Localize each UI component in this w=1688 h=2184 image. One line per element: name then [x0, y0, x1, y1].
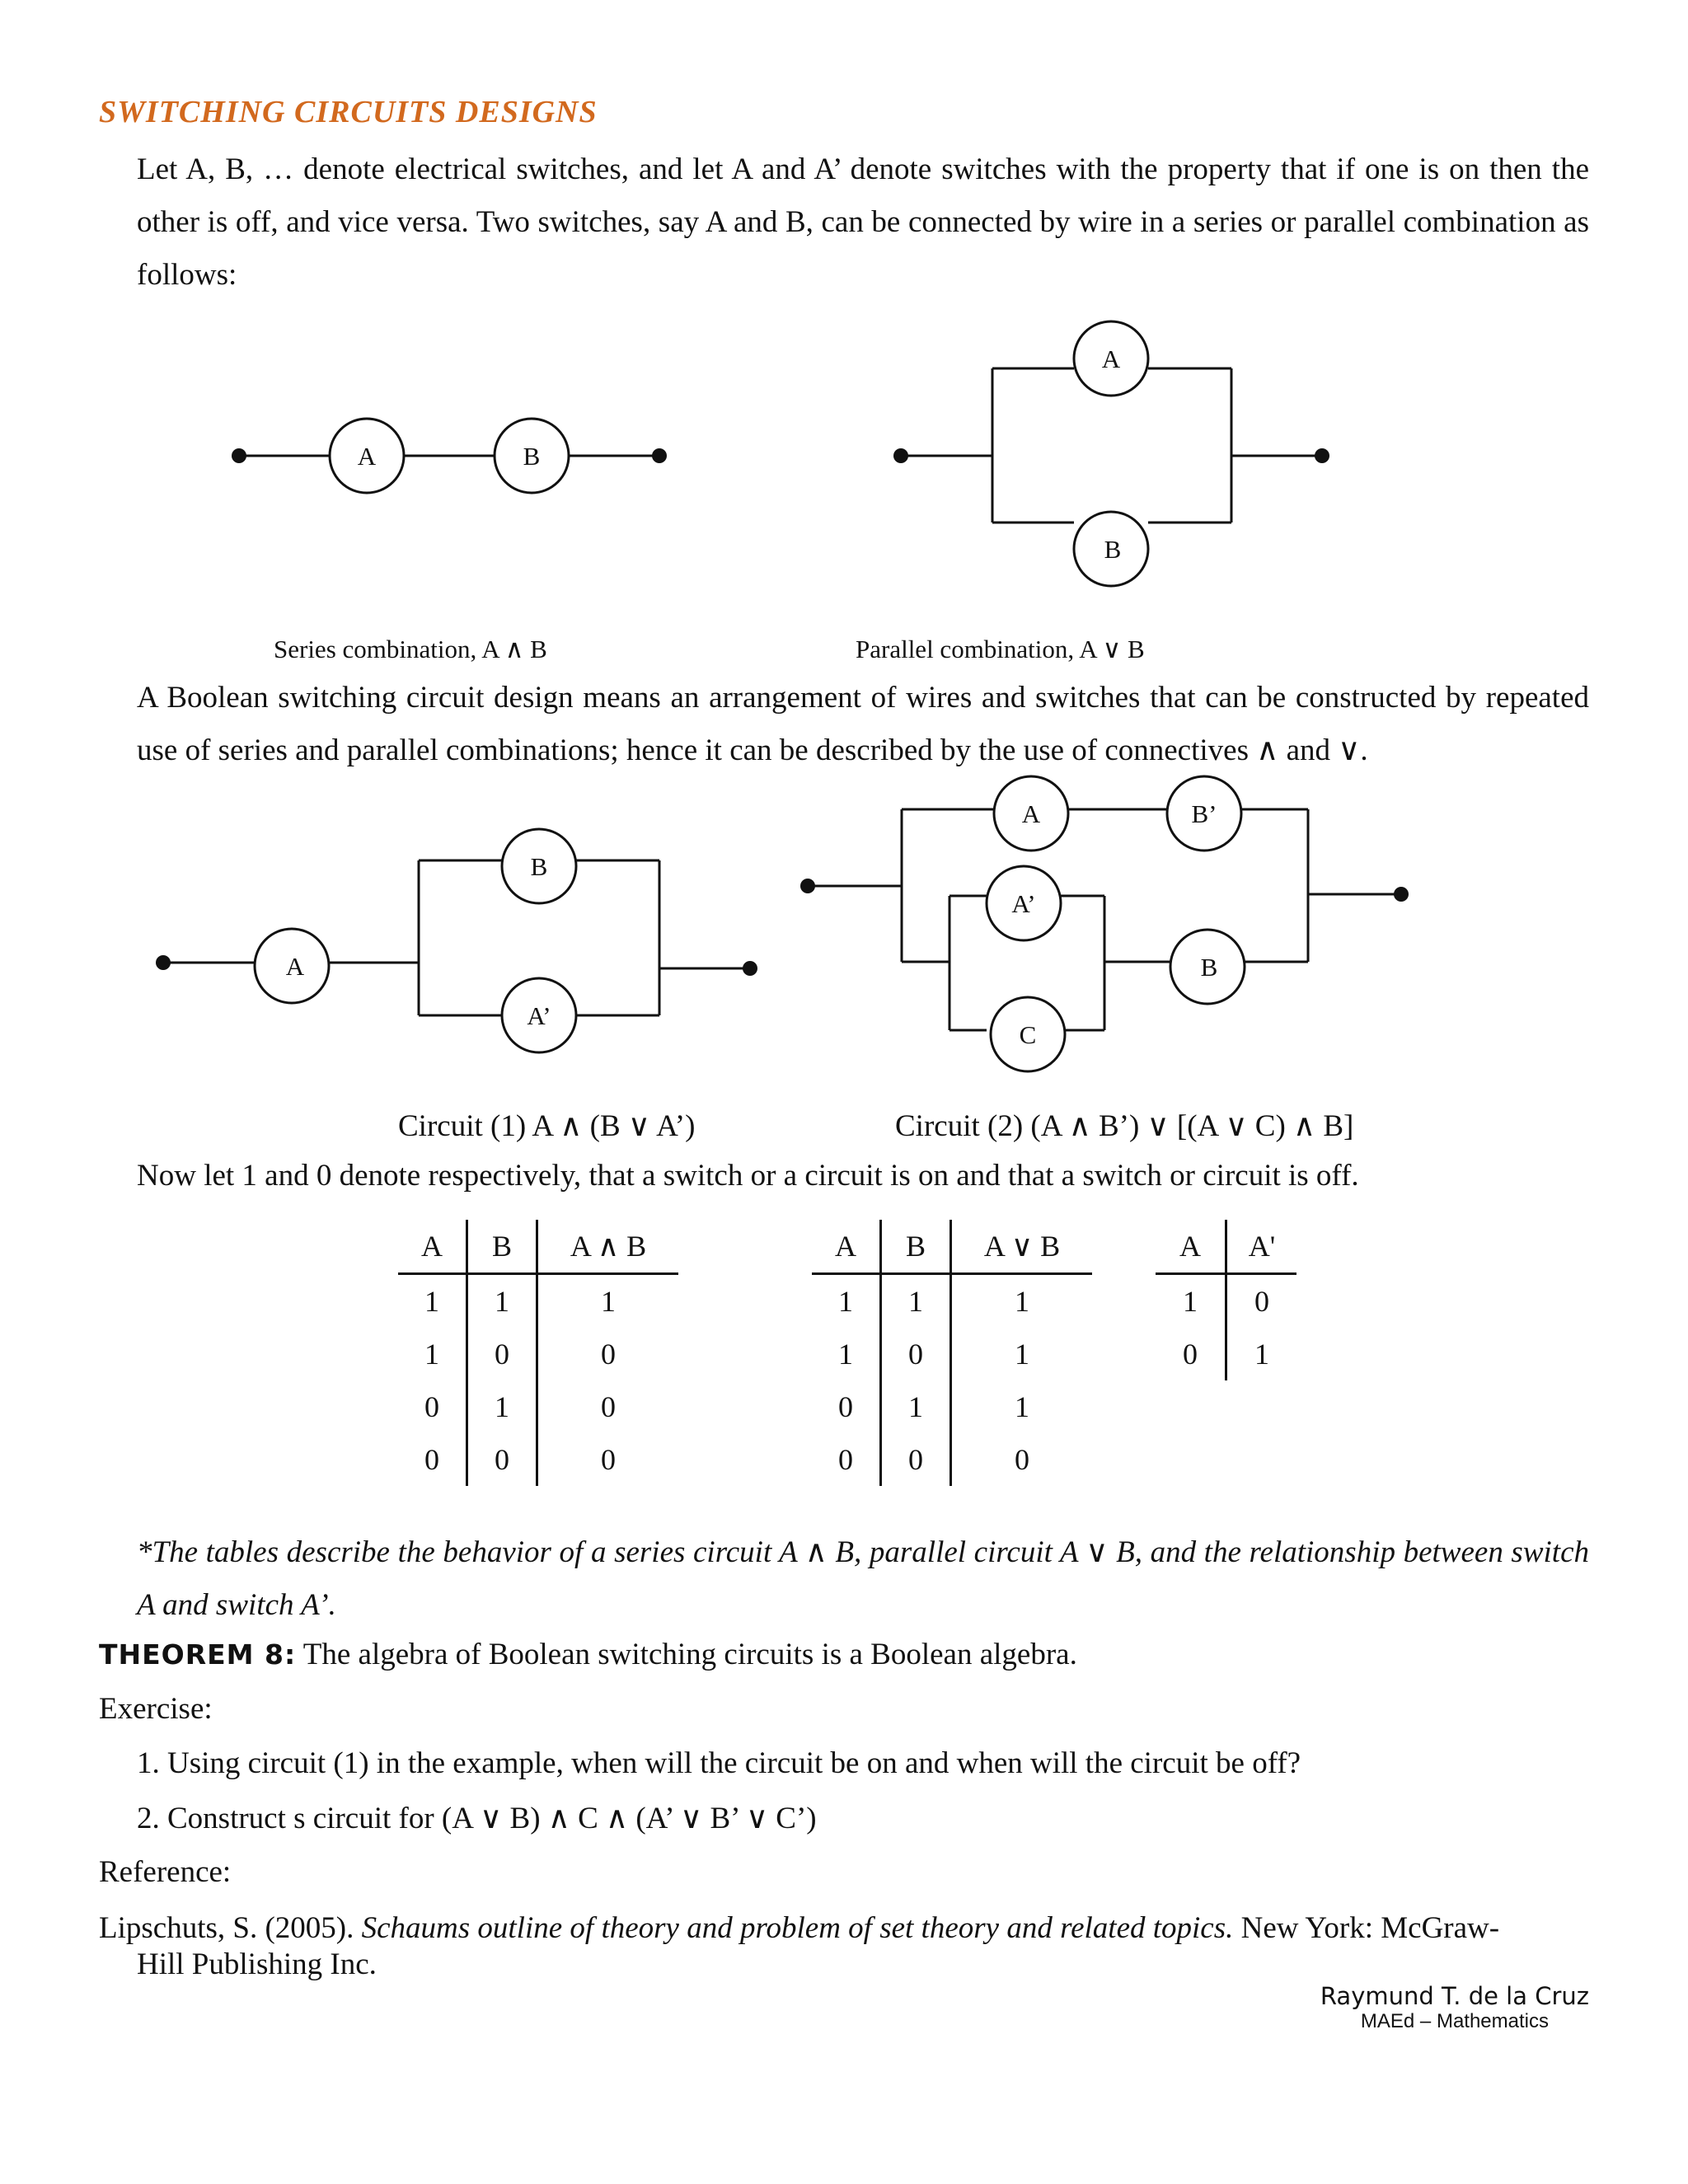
reference-publisher-cont: Hill Publishing Inc.: [137, 1947, 377, 1981]
table-cell: 1: [1254, 1338, 1269, 1371]
author-degree: MAEd – Mathematics: [1360, 2010, 1549, 2032]
series-caption: Series combination, A ∧ B: [274, 635, 547, 663]
table-cell: 1: [812, 1274, 881, 1329]
reference-publisher: New York: McGraw-: [1240, 1911, 1500, 1945]
now-let-text: Now let 1 and 0 denote respectively, that a switch or a circuit is on and that a switch or circuit is off.: [137, 1159, 1359, 1193]
terminal-dot: [743, 961, 757, 976]
circuit2-switch-b: B: [1200, 953, 1218, 982]
terminal-dot: [893, 448, 908, 463]
table-cell: 1: [467, 1274, 537, 1329]
reference-author: Lipschuts, S. (2005).: [99, 1911, 354, 1945]
table-header: A: [812, 1220, 881, 1274]
table-cell: 0: [1156, 1328, 1226, 1380]
table-header: A': [1226, 1220, 1297, 1274]
terminal-dot: [1315, 448, 1329, 463]
exercise-label: Exercise:: [99, 1692, 213, 1726]
circuit1-switch-a-prime: A’: [527, 1001, 551, 1030]
truth-table-and: [398, 1220, 678, 1486]
page-title: SWITCHING CIRCUITS DESIGNS: [99, 95, 598, 129]
table-cell: 0: [601, 1338, 616, 1371]
table-cell: 0: [1015, 1443, 1029, 1476]
author-signature: [1320, 1982, 1589, 2033]
table-cell: 0: [812, 1380, 881, 1433]
series-switch-b: B: [523, 442, 541, 471]
theorem: [99, 1637, 1077, 1672]
table-cell: 0: [881, 1433, 951, 1486]
table-cell: 1: [398, 1274, 467, 1329]
table-cell: 0: [467, 1433, 537, 1486]
table-cell: 1: [398, 1328, 467, 1380]
exercise-item-1: 1. Using circuit (1) in the example, when will the circuit be on and when will the circuit be off?: [137, 1746, 1301, 1780]
truth-table-not: [1156, 1220, 1296, 1380]
table-cell: 1: [881, 1274, 951, 1329]
theorem-label: THEOREM 8:: [99, 1638, 297, 1671]
table-header: B: [467, 1220, 537, 1274]
circuit2-caption: Circuit (2) (A ∧ B’) ∨ [(A ∨ C) ∧ B]: [895, 1109, 1354, 1143]
circuit1-switch-b: B: [530, 852, 548, 881]
truth-table-or: [812, 1220, 1092, 1486]
table-cell: 1: [1015, 1390, 1029, 1423]
table-header: A: [1156, 1220, 1226, 1274]
circuit2-switch-c: C: [1019, 1020, 1037, 1049]
circuit2-switch-b-prime: B’: [1191, 799, 1217, 828]
table-cell: 0: [398, 1380, 467, 1433]
terminal-dot: [232, 448, 246, 463]
circuit1-switch-a: A: [285, 952, 305, 981]
reference-entry: [99, 1910, 1591, 1983]
table-header: A ∧ B: [537, 1220, 679, 1274]
circuit1-caption: Circuit (1) A ∧ (B ∨ A’): [398, 1109, 696, 1143]
table-cell: 1: [467, 1380, 537, 1433]
table-cell: 1: [601, 1285, 616, 1318]
parallel-switch-a: A: [1101, 344, 1121, 373]
table-cell: 0: [812, 1433, 881, 1486]
parallel-caption: Parallel combination, A ∨ B: [856, 635, 1145, 663]
table-header: B: [881, 1220, 951, 1274]
terminal-dot: [156, 955, 171, 970]
table-cell: 0: [398, 1433, 467, 1486]
series-switch-a: A: [357, 442, 377, 471]
table-cell: 0: [601, 1443, 616, 1476]
table-cell: 1: [1015, 1338, 1029, 1371]
terminal-dot: [652, 448, 667, 463]
exercise-item-2: 2. Construct s circuit for (A ∨ B) ∧ C ∧ (A’ ∨ B’ ∨ C’): [137, 1802, 817, 1835]
parallel-switch-b: B: [1104, 535, 1122, 564]
reference-title: Schaums outline of theory and problem of set theory and related topics.: [361, 1911, 1234, 1945]
tables-note: *The tables describe the behavior of a series circuit A ∧ B, parallel circuit A ∨ B, and the relationship between switch A and switch A’.: [137, 1535, 1589, 1622]
table-cell: 0: [1254, 1285, 1269, 1318]
table-cell: 1: [1015, 1285, 1029, 1318]
terminal-dot: [1394, 887, 1409, 902]
table-cell: 1: [812, 1328, 881, 1380]
boolean-paragraph: A Boolean switching circuit design means an arrangement of wires and switches that can be constructed by repeated use of series and parallel combinations; hence it can be described by the use of connectives ∧ and ∨.: [137, 681, 1589, 767]
table-header: A: [398, 1220, 467, 1274]
theorem-text: The algebra of Boolean switching circuits is a Boolean algebra.: [302, 1638, 1077, 1671]
circuit2-switch-a-prime: A’: [1011, 889, 1036, 918]
reference-label: Reference:: [99, 1855, 232, 1889]
table-cell: 1: [1156, 1274, 1226, 1329]
table-cell: 0: [467, 1328, 537, 1380]
table-cell: 0: [881, 1328, 951, 1380]
terminal-dot: [800, 879, 815, 893]
table-header: A ∨ B: [951, 1220, 1093, 1274]
author-name: Raymund T. de la Cruz: [1320, 1982, 1589, 2010]
circuit2-switch-a: A: [1021, 799, 1041, 828]
intro-paragraph: Let A, B, … denote electrical switches, and let A and A’ denote switches with the property that if one is on then the other is off, and vice versa. Two switches, say A and B, can be connected by wire in a series or parallel combination as follows:: [137, 152, 1589, 292]
table-cell: 0: [601, 1390, 616, 1423]
table-cell: 1: [881, 1380, 951, 1433]
